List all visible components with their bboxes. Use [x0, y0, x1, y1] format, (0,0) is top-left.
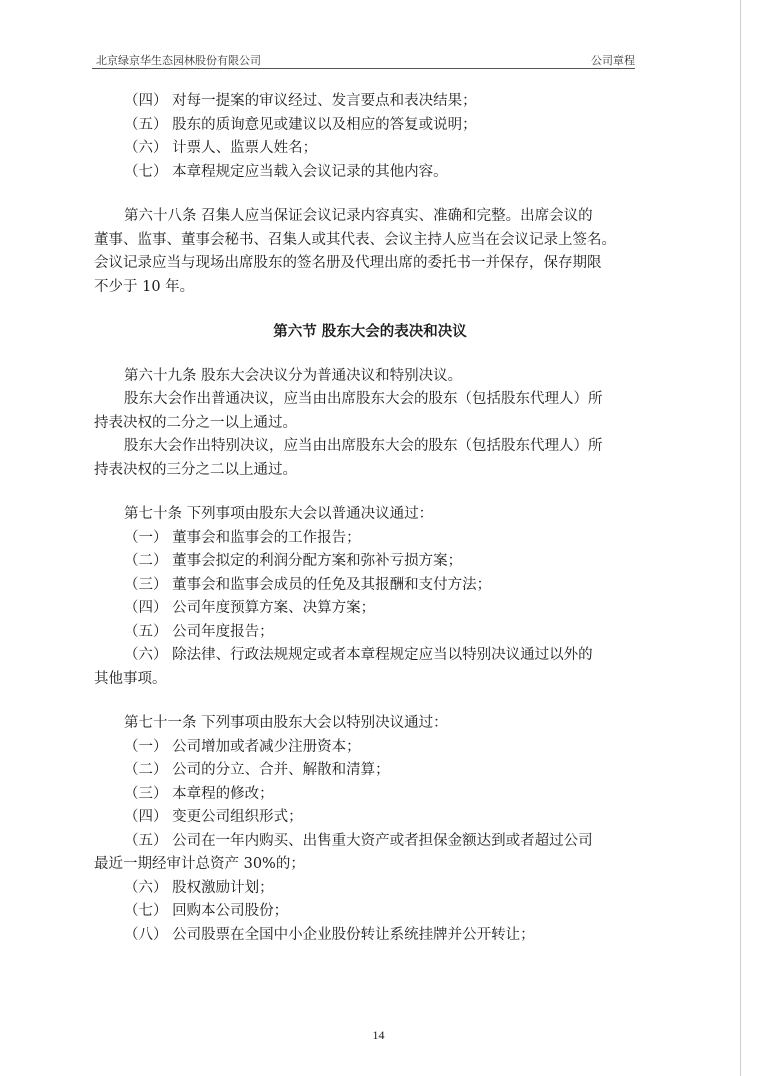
text-line: 最近一期经审计总资产 30%的； [94, 856, 305, 872]
paragraph-gap [94, 344, 634, 365]
text-line: （三） 本章程的修改； [124, 785, 274, 802]
document-body [94, 90, 634, 947]
text-line: 持表决权的二分之一以上通过。 [94, 414, 297, 431]
text-line: （六） 除法律、行政法规规定或者本章程规定应当以特别决议通过以外的 [124, 647, 593, 663]
text-line: （四） 对每一提案的审议经过、发言要点和表决结果； [124, 93, 477, 109]
text-line: （二） 公司的分立、合并、解散和清算； [124, 762, 390, 778]
paragraph-gap [94, 482, 634, 503]
text-line: （三） 董事会和监事会成员的任免及其报酬和支付方法； [124, 576, 492, 593]
text-line: 持表决权的三分之二以上通过。 [94, 461, 297, 478]
text-line: 第六十八条 召集人应当保证会议记录内容真实、准确和完整。出席会议的 [124, 208, 593, 224]
page-header [92, 50, 635, 69]
text-line: （八） 公司股票在全国中小企业股份转让系统挂牌并公开转让； [124, 926, 535, 943]
text-line: 第七十一条 下列事项由股东大会以特别决议通过： [124, 715, 448, 731]
text-line: 股东大会作出普通决议，应当由出席股东大会的股东（包括股东代理人）所 [124, 391, 603, 407]
text-line: 第六十九条 股东大会决议分为普通决议和特别决议。 [124, 367, 463, 384]
text-line: （五） 公司在一年内购买、出售重大资产或者担保金额达到或者超过公司 [124, 832, 593, 849]
text-line: 会议记录应当与现场出席股东的签名册及代理出席的委托书一并保存，保存期限 [94, 255, 602, 271]
page-number: 14 [372, 1028, 385, 1042]
page-edge-line [740, 0, 741, 1076]
text-line: （一） 董事会和监事会的工作报告； [124, 529, 361, 546]
text-line: 不少于 10 年。 [94, 278, 195, 295]
text-line: （五） 股东的质询意见或建议以及相应的答复或说明； [124, 116, 477, 133]
text-line: （一） 公司增加或者减少注册资本； [124, 738, 361, 755]
text-line: （二） 董事会拟定的利润分配方案和弥补亏损方案； [124, 553, 463, 569]
text-line: （六） 计票人、监票人姓名； [124, 140, 318, 156]
text-line: （六） 股权激励计划； [124, 879, 274, 896]
text-line: 股东大会作出特别决议，应当由出席股东大会的股东（包括股东代理人）所 [124, 438, 603, 454]
paragraph-gap [94, 184, 634, 205]
text-line: 第七十条 下列事项由股东大会以普通决议通过： [124, 506, 434, 522]
header-company-name: 北京绿京华生态园林股份有限公司 [96, 54, 261, 67]
text-line: 董事、监事、董事会秘书、召集人或其代表、会议主持人应当在会议记录上签名。 [94, 231, 616, 248]
header-doc-title: 公司章程 [591, 54, 635, 67]
text-line: 其他事项。 [94, 670, 167, 687]
paragraph-gap [94, 691, 634, 712]
paragraph-gap [94, 299, 634, 320]
text-line: （四） 变更公司组织形式； [124, 809, 303, 825]
text-line: （七） 本章程规定应当载入会议记录的其他内容。 [124, 163, 448, 180]
text-line: （五） 公司年度报告； [124, 623, 274, 640]
text-line: （七） 回购本公司股份； [124, 903, 289, 919]
section-heading: 第六节 股东大会的表决和决议 [273, 323, 467, 340]
text-line: （四） 公司年度预算方案、决算方案； [124, 600, 376, 616]
